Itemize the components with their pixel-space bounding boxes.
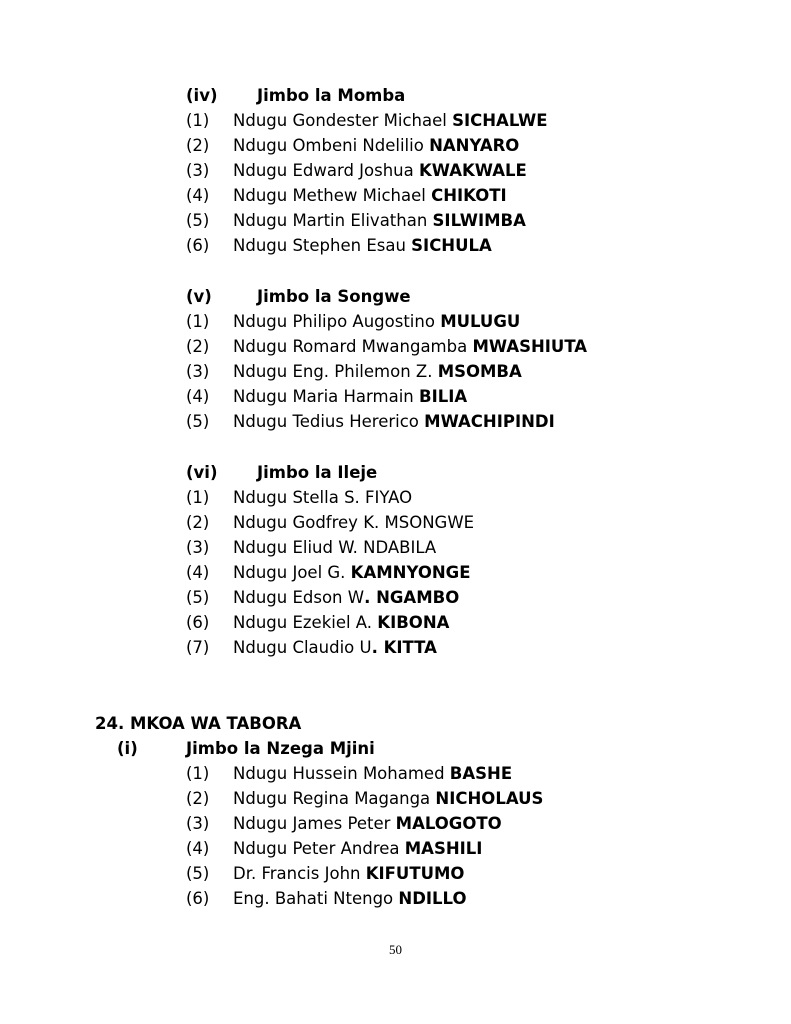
item-name: Eng. Bahati Ntengo: [233, 889, 399, 908]
item-surname: MSOMBA: [437, 362, 522, 381]
item-surname: KAMNYONGE: [350, 563, 471, 582]
item-number: (3): [186, 161, 210, 180]
item-name: Ndugu Edward Joshua: [233, 161, 419, 180]
item-number: (4): [186, 387, 210, 406]
item-name: Ndugu Philipo Augostino: [233, 312, 441, 331]
item-surname: MASHILI: [404, 839, 483, 858]
item-name: Dr. Francis John: [233, 864, 366, 883]
item-surname: NICHOLAUS: [435, 789, 544, 808]
item-number: (1): [186, 764, 210, 783]
section-numeral: (iv): [186, 86, 218, 105]
item-surname: KIFUTUMO: [365, 864, 465, 883]
item-name: Ndugu Joel G.: [233, 563, 351, 582]
item-name: Ndugu Godfrey K. MSONGWE: [233, 513, 475, 532]
section-title: Jimbo la Momba: [257, 86, 406, 105]
item-surname: MULUGU: [440, 312, 521, 331]
item-number: (4): [186, 186, 210, 205]
item-name: Ndugu Ombeni Ndelilio: [233, 136, 430, 155]
item-surname: BASHE: [449, 764, 513, 783]
item-name: Ndugu Stephen Esau: [233, 236, 412, 255]
item-name: Ndugu Claudio U: [233, 638, 372, 657]
item-name: Ndugu Maria Harmain: [233, 387, 420, 406]
item-surname: MWASHIUTA: [472, 337, 588, 356]
item-name: Ndugu Romard Mwangamba: [233, 337, 473, 356]
section-numeral: (v): [186, 287, 212, 306]
item-surname: NDILLO: [398, 889, 467, 908]
item-number: (6): [186, 889, 210, 908]
item-number: (1): [186, 312, 210, 331]
item-number: (4): [186, 563, 210, 582]
item-number: (7): [186, 638, 210, 657]
item-number: (6): [186, 613, 210, 632]
item-surname: SICHALWE: [452, 111, 548, 130]
item-name: Ndugu Stella S. FIYAO: [233, 488, 413, 507]
item-number: (2): [186, 337, 210, 356]
item-name: Ndugu Methew Michael: [233, 186, 432, 205]
item-surname: KWAKWALE: [419, 161, 527, 180]
item-name: Ndugu Eng. Philemon Z.: [233, 362, 438, 381]
item-number: (1): [186, 111, 210, 130]
section-title: Jimbo la Ileje: [257, 463, 378, 482]
section-numeral: (vi): [186, 463, 218, 482]
item-surname: KIBONA: [377, 613, 450, 632]
item-number: (5): [186, 588, 210, 607]
item-surname: MALOGOTO: [395, 814, 502, 833]
item-name: Ndugu Ezekiel A.: [233, 613, 378, 632]
item-name: Ndugu Eliud W. NDABILA: [233, 538, 437, 557]
item-name: Ndugu Martin Elivathan: [233, 211, 433, 230]
region-title: 24. MKOA WA TABORA: [95, 714, 302, 733]
item-surname: . NGAMBO: [364, 588, 460, 607]
item-name: Ndugu Peter Andrea: [233, 839, 405, 858]
item-number: (5): [186, 412, 210, 431]
item-surname: NANYARO: [429, 136, 520, 155]
item-number: (6): [186, 236, 210, 255]
page-number: 50: [389, 942, 402, 957]
item-number: (3): [186, 538, 210, 557]
item-surname: . KITTA: [371, 638, 437, 657]
item-number: (4): [186, 839, 210, 858]
item-number: (3): [186, 814, 210, 833]
item-surname: BILIA: [419, 387, 468, 406]
item-number: (1): [186, 488, 210, 507]
item-name: Ndugu Gondester Michael: [233, 111, 453, 130]
item-number: (2): [186, 513, 210, 532]
section-numeral: (i): [117, 739, 138, 758]
item-number: (2): [186, 136, 210, 155]
item-surname: SICHULA: [411, 236, 492, 255]
item-name: Ndugu Edson W: [233, 588, 365, 607]
item-name: Ndugu Tedius Hererico: [233, 412, 425, 431]
section-title: Jimbo la Songwe: [257, 287, 411, 306]
item-surname: SILWIMBA: [432, 211, 526, 230]
item-number: (3): [186, 362, 210, 381]
item-number: (2): [186, 789, 210, 808]
item-name: Ndugu James Peter: [233, 814, 396, 833]
item-number: (5): [186, 211, 210, 230]
item-name: Ndugu Hussein Mohamed: [233, 764, 450, 783]
item-surname: CHIKOTI: [431, 186, 507, 205]
item-number: (5): [186, 864, 210, 883]
item-surname: MWACHIPINDI: [424, 412, 555, 431]
section-title: Jimbo la Nzega Mjini: [186, 739, 375, 758]
item-name: Ndugu Regina Maganga: [233, 789, 436, 808]
